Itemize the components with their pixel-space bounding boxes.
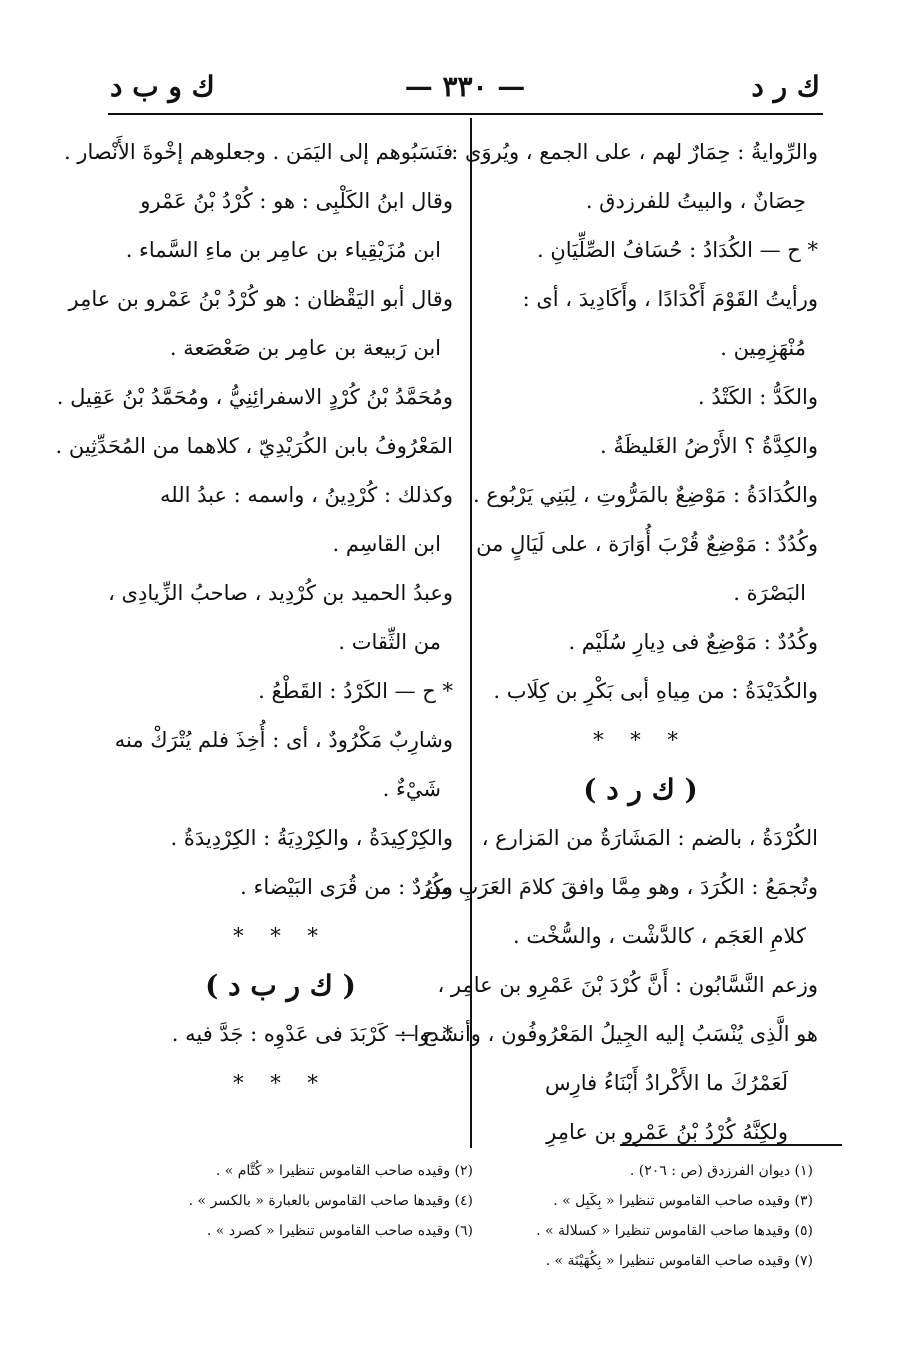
header-root-left: ك و ب د (110, 70, 215, 103)
section-separator: * * * (233, 1071, 328, 1095)
verse-line: ولكِنَّهُ كُرْدُ بْنُ عَمْرِو بن عامِرِ (546, 1120, 788, 1144)
text-line: والكِرْكِيدَةُ ، والكِرْدِيَةُ : الكِرْدِيدَةُ . (170, 826, 453, 850)
left-column (55, 128, 453, 1108)
text-line: * ح — الكُدَادُ : حُسَافُ الصِّلِّيَانِ . (536, 238, 818, 262)
entry-heading: ( ك ر د ) (583, 773, 698, 806)
footnote: (١) ديوان الفرزدق (ص : ٢٠٦) . (629, 1163, 813, 1179)
text-line: ابن القاسِم . (332, 532, 441, 556)
text-line: والكُدَادَةُ : مَوْضِعٌ بالمَرُّوتِ ، لِبَنِي يَرْبُوع . (472, 483, 818, 507)
header-rule (108, 113, 823, 115)
text-line: وكُرُدٌ : من قُرَى البَيْضاء . (240, 875, 453, 899)
footnote: (٤) وقيدها صاحب القاموس بالعبارة « بالكسر » . (188, 1193, 473, 1209)
entry-heading: ( ك ر ب د ) (205, 969, 356, 1002)
footnotes-left (108, 1156, 473, 1246)
text-line: مُنْهَزِمِين . (720, 336, 806, 360)
text-line: وكذلك : كُرْدِينُ ، واسمه : عبدُ الله (160, 483, 453, 507)
page-number: — ٣٣٠ — (404, 70, 526, 103)
text-line: شَيْءٌ . (382, 777, 441, 801)
header-root-right: ك ر د (751, 70, 820, 103)
page-header (110, 70, 820, 110)
text-line: وتُجمَعُ : الكُرَدَ ، وهو مِمَّا وافقَ كلامَ العَرَبِ من (424, 875, 818, 899)
footnote: (٧) وقيده صاحب القاموس تنظيرا « بِكُهَيْنَة » . (545, 1253, 813, 1269)
text-line: * ح — كَرْبَدَ فى عَدْوِه : جَدَّ فيه . (171, 1022, 453, 1046)
text-line: ومُحَمَّدُ بْنُ كُرْدٍ الاسفرائِنِيُّ ، ومُحَمَّدُ بْنُ عَقِيل . (56, 385, 453, 409)
text-line: من الثِّقات . (338, 630, 441, 654)
text-line: وكُدُدٌ : مَوْضِعٌ فى دِيارِ سُلَيْم . (568, 630, 818, 654)
footnotes-right (483, 1156, 813, 1276)
footnote: (٣) وقيده صاحب القاموس تنظيرا « بِكَبِل » . (553, 1193, 813, 1209)
footnote: (٦) وقيده صاحب القاموس تنظيرا « كصرد » . (206, 1223, 473, 1239)
verse-line: لَعَمْرُكَ ما الأَكْرادُ أَبْنَاءُ فارِس (545, 1071, 788, 1095)
text-line: * ح — الكَرْدُ : القَطْعُ . (258, 679, 453, 703)
section-separator: * * * (593, 728, 688, 752)
text-line: ابن مُزَيْقِياء بن عامِر بن ماءِ السَّماء . (125, 238, 441, 262)
text-line: والكَدُّ : الكَتْدُ . (698, 385, 818, 409)
text-line: الكُرْدَةُ ، بالضم : المَشَارَةُ من المَزارع ، (481, 826, 818, 850)
text-line: فنَسَبُوهم إلى اليَمَن . وجعلوهم إخْوةَ الأَنْصار . (63, 140, 453, 164)
text-line: ورأيتُ القَوْمَ أَكْدَادًا ، وأَكَادِيدَ ، أى : (522, 287, 818, 311)
text-line: وشارِبٌ مَكْرُودٌ ، أى : أُخِذَ فلم يُتْرَكْ منه (114, 728, 453, 752)
text-line: كلامِ العَجَم ، كالدَّشْت ، والسُّخْت . (512, 924, 806, 948)
text-line: وكُدُدٌ : مَوْضِعٌ قُرْبَ أُوَارَة ، على لَيَالٍ من (476, 532, 818, 556)
footnote-rule (620, 1144, 842, 1146)
text-line: وعبدُ الحميد بن كُرْدِيد ، صاحبُ الزِّيادِى ، (108, 581, 453, 605)
text-line: هو الَّذِى يُنْسَبُ إليه الجِيلُ المَعْرُوفُون ، وأنشدوا : (399, 1022, 818, 1046)
section-separator: * * * (233, 924, 328, 948)
text-line: والكِدَّةُ ؟ الأَرْضُ الغَليظَةُ . (600, 434, 818, 458)
text-line: والرِّوايةُ : حِمَارٌ لهم ، على الجمع ، ويُروَى : (451, 140, 818, 164)
text-line: البَصْرَة . (733, 581, 806, 605)
text-line: وقال ابنُ الكَلْبِى : هو : كُرْدُ بْنُ عَمْرو (140, 189, 453, 213)
text-line: والكُدَيْدَةُ : من مِياهِ أبى بَكْرِ بن كِلَاب . (493, 679, 818, 703)
footnote: (٢) وقيده صاحب القاموس تنظيرا « كُتَّام » . (215, 1163, 473, 1179)
text-line: وقال أبو اليَقْظان : هو كُرْدُ بْنُ عَمْرو بن عامِر (68, 287, 453, 311)
text-line: المَعْرُوفُ بابن الكُرَيْدِيّ ، كلاهما من المُحَدِّثِين . (55, 434, 453, 458)
text-line: وزعم النَّسَّابُون : أَنَّ كُرْدَ بْنَ عَمْرِو بن عامِر ، (437, 973, 818, 997)
text-line: حِصَانٌ ، والبيتُ للفرزدق . (585, 189, 806, 213)
text-line: ابن رَبيعة بن عامِر بن صَعْصَعة . (169, 336, 441, 360)
footnote: (٥) وقيدها صاحب القاموس تنظيرا « كسلالة » . (536, 1223, 813, 1239)
